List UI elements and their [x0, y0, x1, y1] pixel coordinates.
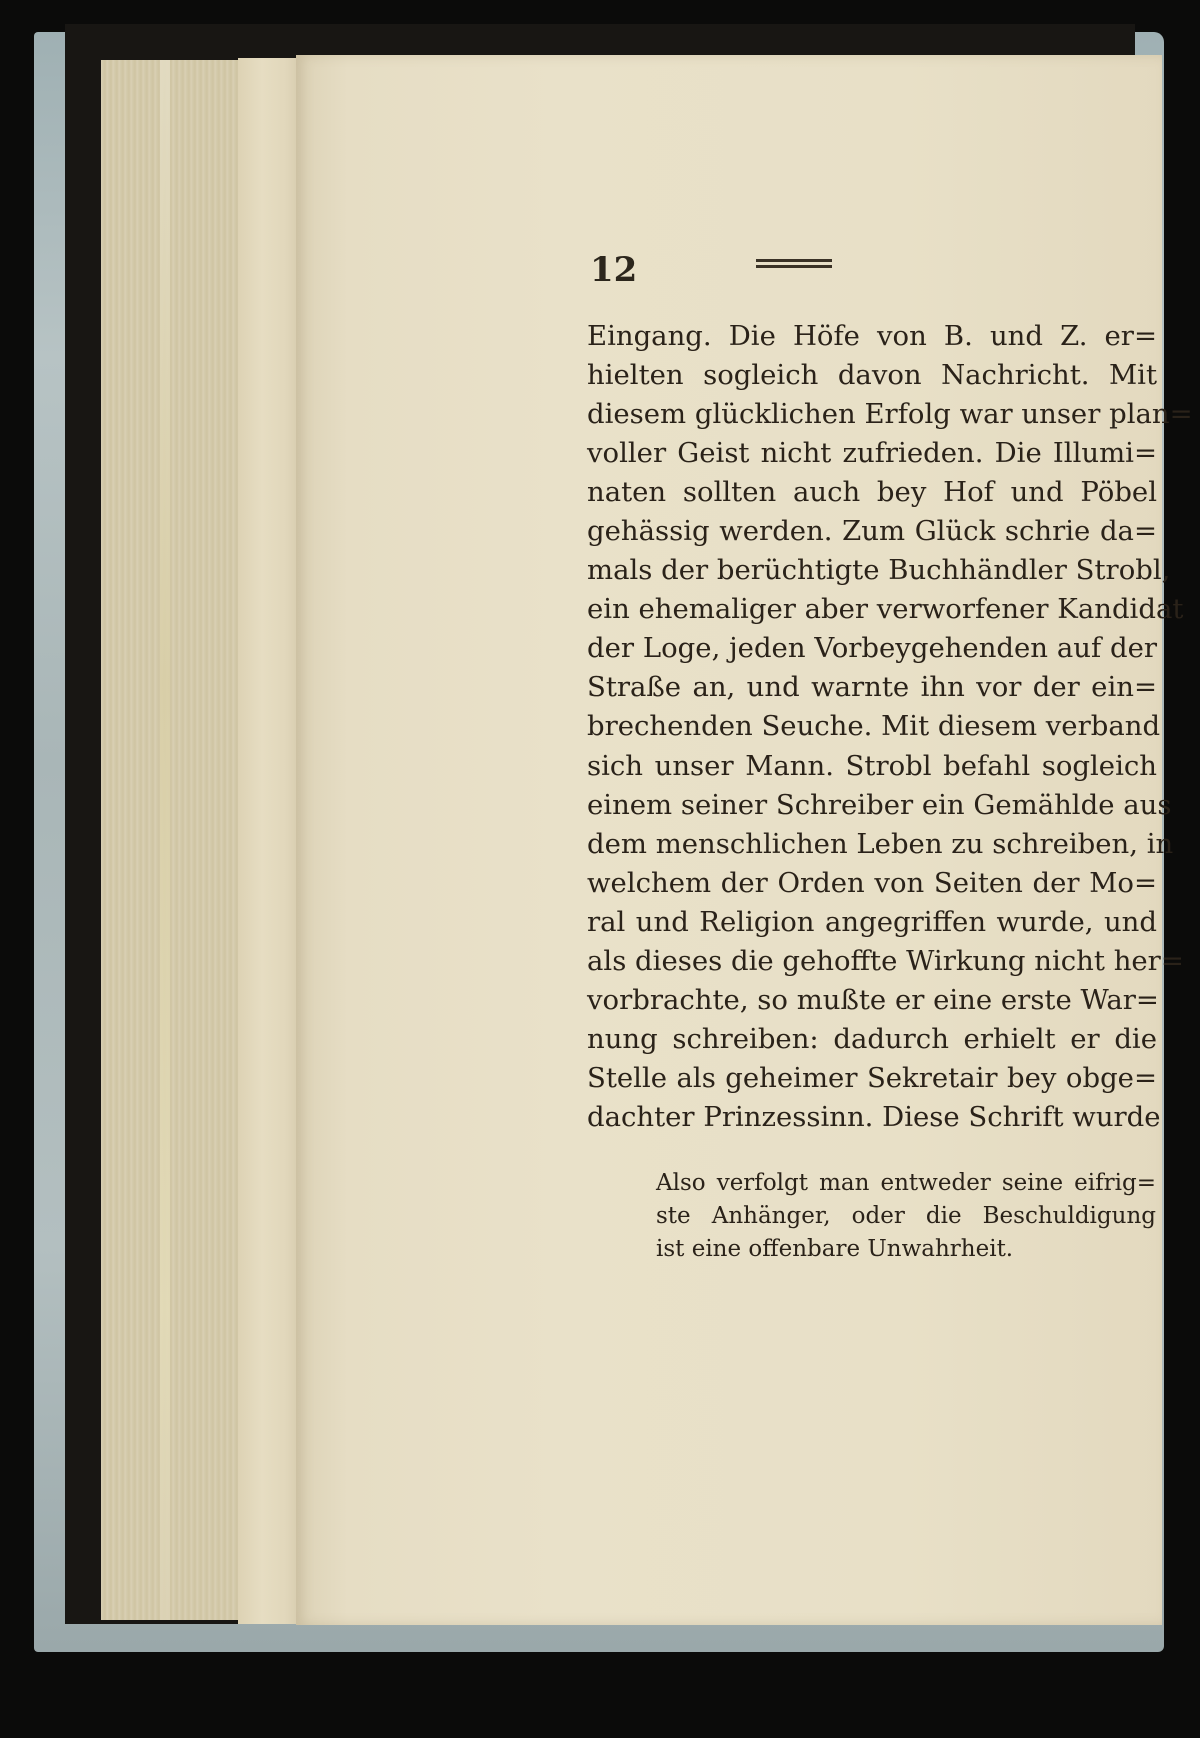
- page-gutter: [238, 58, 298, 1624]
- body-text: [587, 317, 1193, 1137]
- text-line: welchem der Orden von Seiten der Mo=: [587, 866, 1157, 899]
- text-line: der Loge, jeden Vorbeygehenden auf der: [587, 632, 1157, 665]
- book-page: [296, 55, 1193, 1625]
- footnote-line: ste Anhänger, oder die Beschuldigung: [656, 1203, 1156, 1229]
- text-line: dem menschlichen Leben zu schreiben, in: [587, 827, 1174, 860]
- text-line: nung schreiben: dadurch erhielt er die: [587, 1022, 1157, 1055]
- text-line: Straße an, und warnte ihn vor der ein=: [587, 671, 1157, 704]
- text-line: hielten sogleich davon Nachricht. Mit: [587, 359, 1157, 392]
- page-stack-edge: [160, 60, 170, 1620]
- text-line: dachter Prinzessinn. Diese Schrift wurde: [587, 1100, 1161, 1133]
- header-rule: [756, 259, 832, 271]
- text-line: voller Geist nicht zufrieden. Die Illumi=: [587, 437, 1157, 470]
- text-line: vorbrachte, so mußte er eine erste War=: [587, 983, 1159, 1016]
- text-line: Eingang. Die Höfe von B. und Z. er=: [587, 320, 1157, 352]
- text-line: Stelle als geheimer Sekretair bey obge=: [587, 1061, 1157, 1094]
- text-line: naten sollten auch bey Hof und Pöbel: [587, 476, 1157, 509]
- page-stack: [101, 60, 241, 1620]
- text-line: brechenden Seuche. Mit diesem verband: [587, 710, 1161, 743]
- text-line: sich unser Mann. Strobl befahl sogleich: [587, 749, 1157, 782]
- text-line: ein ehemaliger aber verworfener Kandidat: [587, 593, 1184, 626]
- text-line: ral und Religion angegriffen wurde, und: [587, 905, 1157, 938]
- text-line: gehässig werden. Zum Glück schrie da=: [587, 515, 1157, 548]
- page-number: 12: [590, 250, 638, 290]
- footnote: [656, 1167, 1156, 1266]
- text-line: als dieses die gehoffte Wirkung nicht her=: [587, 944, 1184, 977]
- text-line: mals der berüchtigte Buchhändler Strobl,: [587, 554, 1171, 587]
- text-line: diesem glücklichen Erfolg war unser plan=: [587, 398, 1193, 431]
- footnote-line: Also verfolgt man entweder seine eifrig=: [656, 1170, 1156, 1196]
- footnote-line: ist eine offenbare Unwahrheit.: [656, 1236, 1014, 1262]
- text-line: einem seiner Schreiber ein Gemählde aus: [587, 788, 1172, 821]
